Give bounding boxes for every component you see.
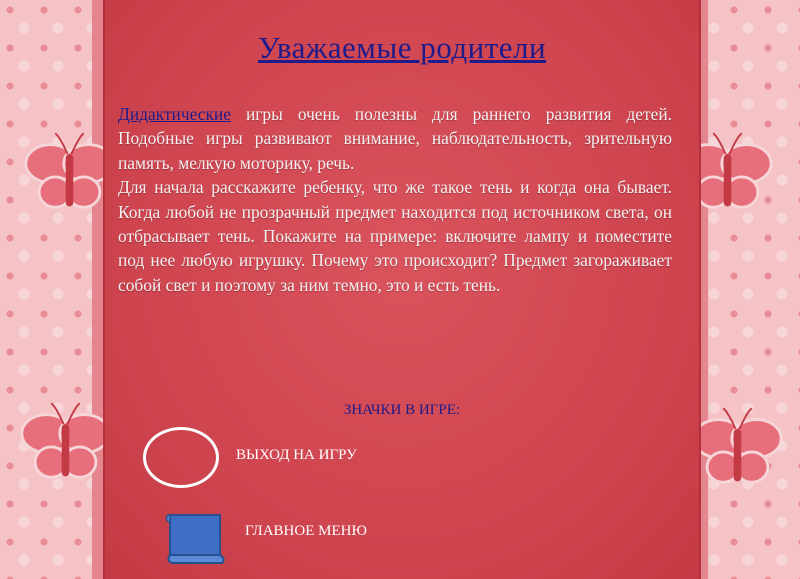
butterfly-icon xyxy=(18,395,113,495)
paragraph-1-text: игры очень полезны для раннего развития детей. Подобные игры развивают внимание, наблюдательность, зрительную память, мелкую моторику, речь. xyxy=(118,104,672,173)
page-title: Уважаемые родители xyxy=(257,30,547,65)
main-menu-label: ГЛАВНОЕ МЕНЮ xyxy=(245,523,367,539)
body-text xyxy=(118,102,672,297)
content-panel xyxy=(103,0,701,579)
exit-game-label: ВЫХОД НА ИГРУ xyxy=(236,447,357,463)
paragraph-2: Для начала расскажите ребенку, что же такое тень и когда она бывает. Когда любой не прозрачный предмет находится под источником света, он отбрасывает тень. Покажите на примере: включите лампу и поместите под нее любую игрушку. Почему это происходит? Предмет загораживает собой свет и поэтому за ним темно, это и есть тень. xyxy=(118,177,672,295)
icons-heading: ЗНАЧКИ В ИГРЕ: xyxy=(343,402,461,418)
exit-game-button[interactable] xyxy=(143,427,219,488)
didactic-link[interactable]: Дидактические xyxy=(118,104,231,124)
butterfly-icon xyxy=(690,400,785,500)
main-menu-scroll-icon[interactable] xyxy=(164,511,226,565)
paragraph-1 xyxy=(118,102,672,175)
